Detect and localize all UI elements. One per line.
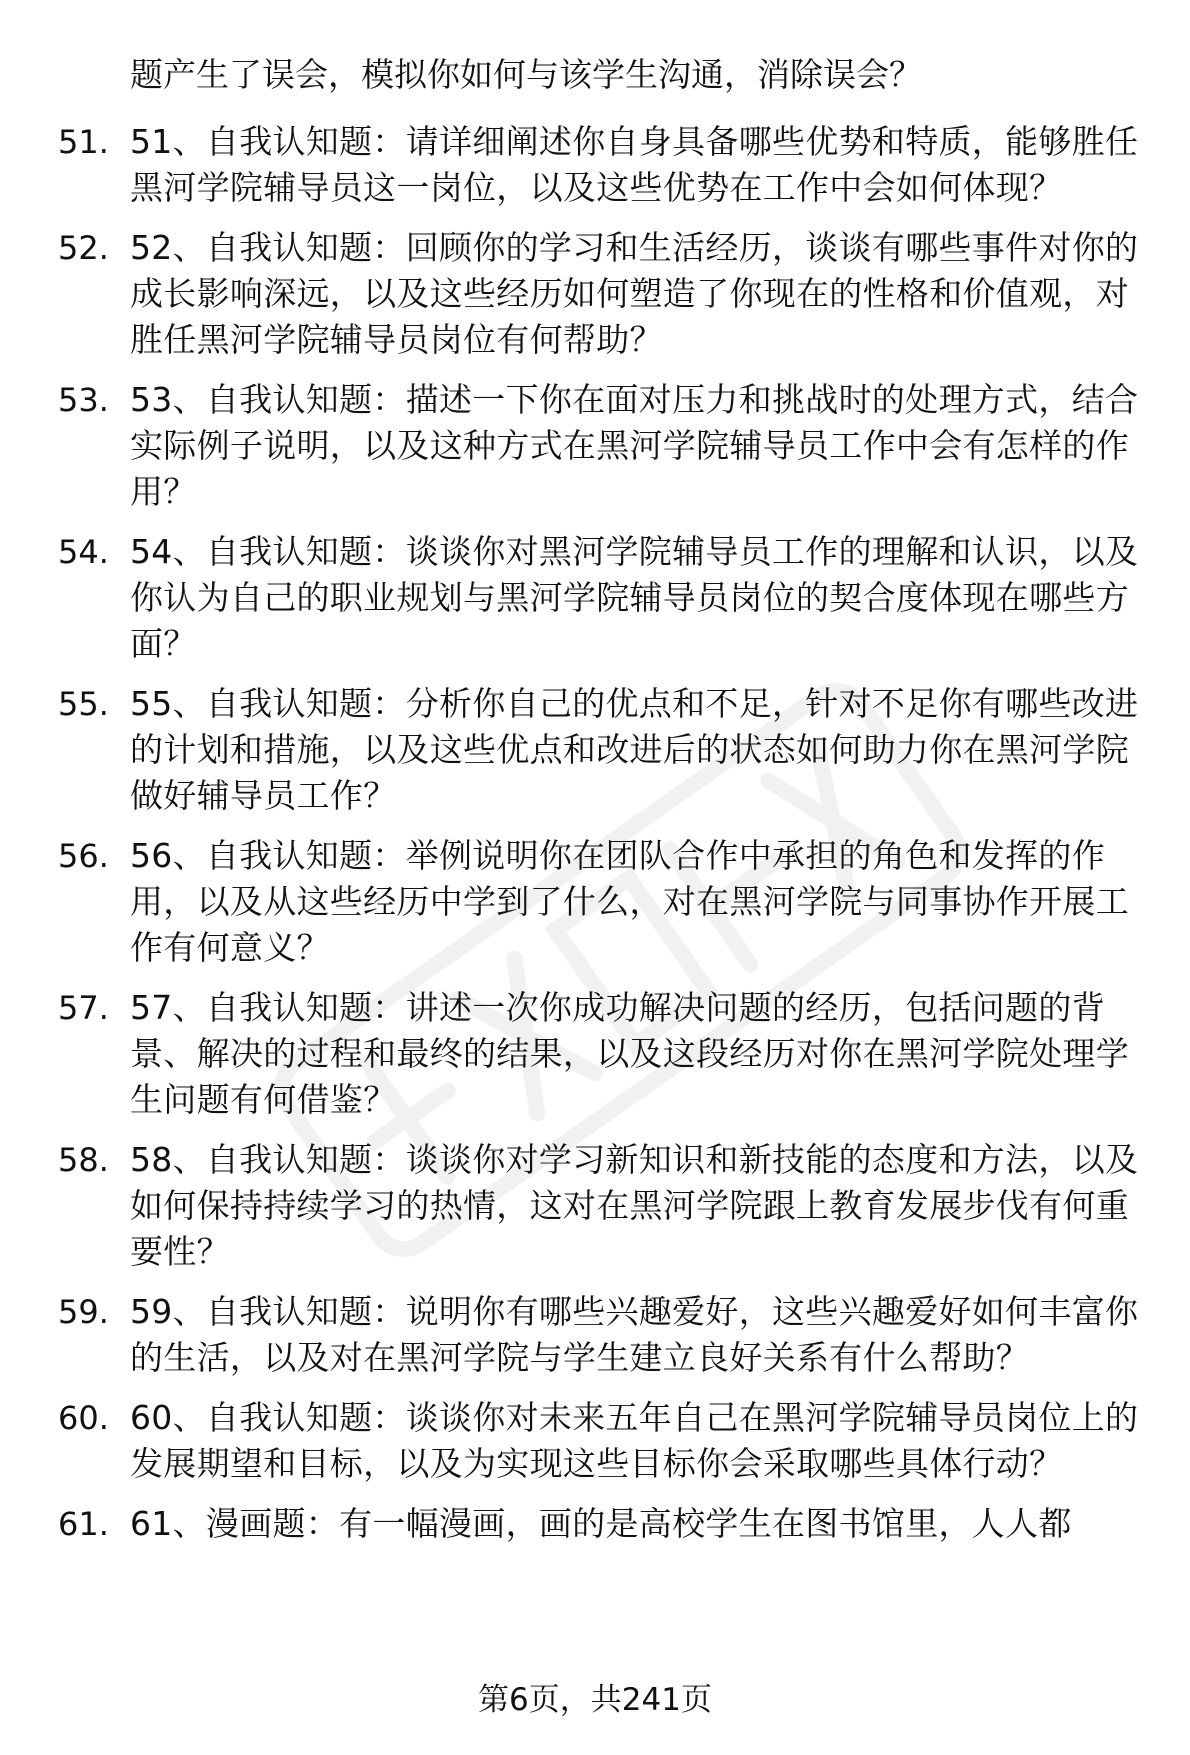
item-text: 56、自我认知题：举例说明你在团队合作中承担的角色和发挥的作用，以及从这些经历中学到了什么，对在黑河学院与同事协作开展工作有何意义？ — [130, 836, 1129, 967]
continuation-line: 题产生了误会，模拟你如何与该学生沟通，消除误会？ — [130, 55, 922, 94]
list-item — [0, 529, 1190, 667]
question-list — [0, 119, 1190, 1561]
item-number: 52. — [58, 229, 109, 267]
item-number: 58. — [58, 1141, 109, 1179]
item-number: 59. — [58, 1293, 109, 1331]
page-footer: 第6页，共241页 — [478, 1682, 712, 1718]
item-text: 58、自我认知题：谈谈你对学习新知识和新技能的态度和方法，以及如何保持持续学习的热情，这对在黑河学院跟上教育发展步伐有何重要性？ — [130, 1140, 1139, 1271]
item-text: 57、自我认知题：讲述一次你成功解决问题的经历，包括问题的背景、解决的过程和最终的结果，以及这段经历对你在黑河学院处理学生问题有何借鉴？ — [130, 988, 1129, 1119]
list-item — [0, 1501, 1190, 1547]
item-number: 60. — [58, 1399, 109, 1437]
list-item — [0, 1137, 1190, 1275]
item-number: 57. — [58, 989, 109, 1027]
item-text: 59、自我认知题：说明你有哪些兴趣爱好，这些兴趣爱好如何丰富你的生活，以及对在黑河学院与学生建立良好关系有什么帮助？ — [130, 1292, 1139, 1377]
list-item — [0, 1395, 1190, 1487]
item-text: 55、自我认知题：分析你自己的优点和不足，针对不足你有哪些改进的计划和措施，以及这些优点和改进后的状态如何助力你在黑河学院做好辅导员工作？ — [130, 684, 1139, 815]
item-text: 53、自我认知题：描述一下你在面对压力和挑战时的处理方式，结合实际例子说明，以及这种方式在黑河学院辅导员工作中会有怎样的作用？ — [130, 380, 1139, 511]
item-number: 56. — [58, 837, 109, 875]
list-item — [0, 119, 1190, 211]
item-number: 53. — [58, 381, 109, 419]
list-item — [0, 1289, 1190, 1381]
list-item — [0, 225, 1190, 363]
list-item — [0, 985, 1190, 1123]
list-item — [0, 377, 1190, 515]
item-text: 52、自我认知题：回顾你的学习和生活经历，谈谈有哪些事件对你的成长影响深远，以及这些经历如何塑造了你现在的性格和价值观，对胜任黑河学院辅导员岗位有何帮助？ — [130, 228, 1139, 359]
item-text: 54、自我认知题：谈谈你对黑河学院辅导员工作的理解和认识，以及你认为自己的职业规划与黑河学院辅导员岗位的契合度体现在哪些方面？ — [130, 532, 1139, 663]
item-number: 54. — [58, 533, 109, 571]
item-text: 60、自我认知题：谈谈你对未来五年自己在黑河学院辅导员岗位上的发展期望和目标，以及为实现这些目标你会采取哪些具体行动？ — [130, 1398, 1139, 1483]
item-text: 61、漫画题：有一幅漫画，画的是高校学生在图书馆里，人人都 — [130, 1504, 1072, 1543]
list-item — [0, 833, 1190, 971]
list-item — [0, 681, 1190, 819]
item-number: 51. — [58, 123, 109, 161]
item-number: 61. — [58, 1505, 109, 1543]
item-text: 51、自我认知题：请详细阐述你自身具备哪些优势和特质，能够胜任黑河学院辅导员这一岗位，以及这些优势在工作中会如何体现？ — [130, 122, 1139, 207]
item-number: 55. — [58, 685, 109, 723]
